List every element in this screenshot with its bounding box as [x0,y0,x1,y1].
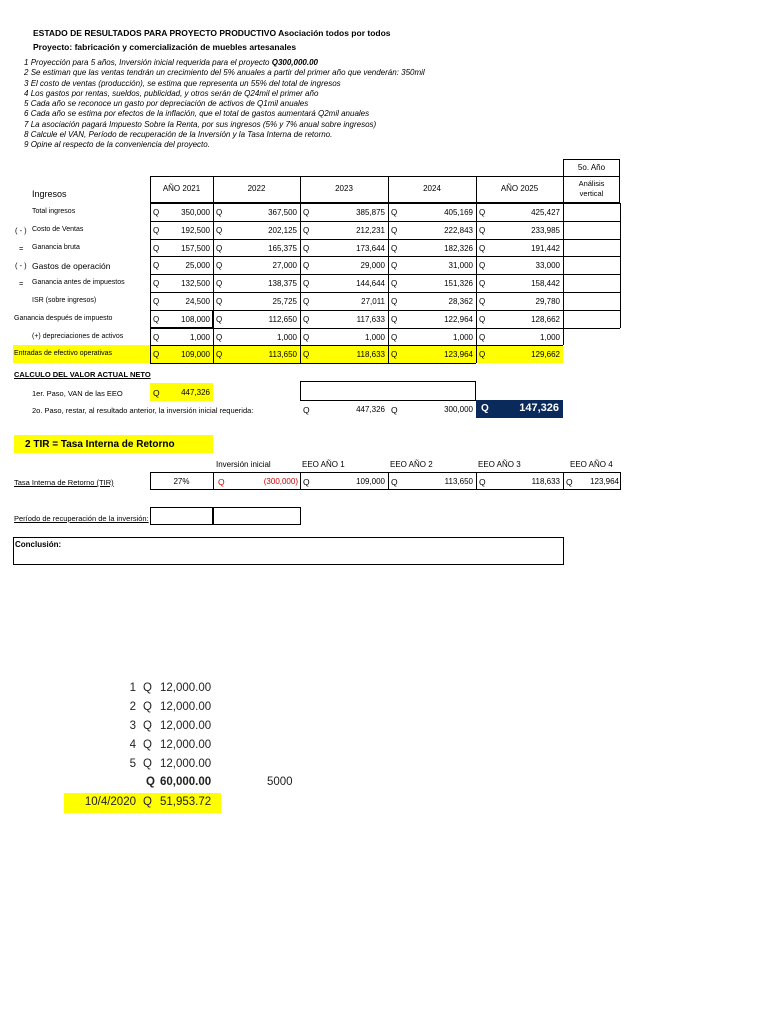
lower-date-currency: Q [143,796,152,808]
cell-value: 157,500 [181,243,210,253]
van-step2-investment: 300,000 [444,405,473,414]
lower-row-number: 3 [129,720,136,732]
cell-value: 165,375 [268,243,297,253]
cell-value: 108,000 [181,314,210,324]
cell-value: 1,000 [452,332,473,342]
instruction-item: 5 Cada año se reconoce un gasto por depreciación de activos de Q1mil anuales [24,99,309,109]
cell-value: 1,000 [189,332,210,342]
row-label: Ganancia antes de impuestos [32,279,125,287]
cell-value: 138,375 [268,279,297,289]
cell-value: 1,000 [539,332,560,342]
cell-value: 129,662 [531,350,560,360]
cell-value: 385,875 [356,208,385,217]
cell-value: 202,125 [268,225,297,235]
cell-value: 27,011 [361,297,385,306]
row-label: Costo de Ventas [32,225,84,233]
van-step1-value: 447,326 [181,388,210,397]
cell-value: 192,500 [181,225,210,235]
cell-value: 132,500 [181,279,210,289]
lower-date-amount: 51,953.72 [160,796,212,808]
instruction-item: 4 Los gastos por rentas, sueldos, publicidad, y otros serán de Q24mil el primer año [24,88,319,98]
cell-value: 24,500 [185,297,210,306]
cell-value: 151,326 [444,279,473,289]
cell-value: 1,000 [364,332,385,342]
lower-row-number: 5 [129,758,136,770]
payback-cell-2[interactable] [213,507,301,525]
instruction-item: 3 El costo de ventas (producción), se estima que representa un 55% del total de ingresos [24,78,341,88]
instruction-item: 8 Calcule el VAN, Período de recuperación de la Inversión y la Tasa Interna de retorno. [24,130,333,140]
tir-col-4: EEO AÑO 4 [570,460,613,469]
lower-row-amount: 12,000.00 [160,701,212,713]
document-title: ESTADO DE RESULTADOS PARA PROYECTO PRODUCTIVO Asociación todos por todos [33,28,391,38]
cell-value: 212,231 [356,225,385,235]
cell-value: 182,326 [444,243,473,253]
lower-row-amount: 12,000.00 [160,720,212,732]
cell-value: 33,000 [535,261,560,271]
cell-value: 350,000 [181,208,210,217]
tir-rate: 27% [173,477,190,486]
lower-row-number: 1 [129,682,136,694]
conclusion-label: Conclusión: [15,540,62,549]
van-step1-currency: Q [153,388,160,398]
lower-side-value: 5000 [267,776,293,788]
vertical-analysis-label: Análisis vertical [578,179,605,198]
tir-value-2: 113,650 [444,477,473,486]
cell-value: 113,650 [268,350,297,360]
conclusion-box[interactable] [13,537,564,565]
cell-value: 405,169 [444,208,473,217]
cell-value: 128,662 [531,314,560,324]
lower-total: 60,000.00 [160,776,212,788]
cell-value: 191,442 [531,243,560,253]
cell-value: 25,725 [272,297,297,306]
lower-date: 10/4/2020 [84,796,136,808]
tir-col-0: Inversión inicial [216,460,271,469]
van-result-value: 147,326 [519,402,559,414]
cell-value: 25,000 [185,261,210,271]
cell-value: 27,000 [272,261,297,271]
instruction-item: 7 La asociación pagará Impuesto Sobre la Renta, por sus ingresos (5% y 7% anual sobre ingresos) [24,119,377,129]
cell-value: 118,633 [356,350,385,360]
row-label: Total ingresos [32,208,76,215]
cell-value: 29,780 [535,297,560,306]
cell-value: 173,644 [356,243,385,253]
project-subtitle: Proyecto: fabricación y comercialización de muebles artesanales [33,42,297,52]
tir-col-3: EEO AÑO 3 [478,460,521,469]
row-label: (+) depreciaciones de activos [32,332,124,340]
cell-value: 1,000 [276,332,297,342]
cell-value: 112,650 [268,314,297,324]
tir-value-0: (300,000) [263,477,298,486]
year-header-3: 2024 [423,184,441,193]
fifth-year-label: 5o. Año [577,163,606,172]
tir-col-1: EEO AÑO 1 [302,460,345,469]
ingresos-label: Ingresos [32,189,67,199]
cell-value: 222,843 [444,225,473,235]
row-label: ISR (sobre ingresos) [32,297,97,304]
cell-value: 123,964 [444,350,473,360]
lower-row-amount: 12,000.00 [160,758,212,770]
row-label: Gastos de operación [32,261,111,272]
tir-value-3: 118,633 [531,477,560,486]
lower-total-currency: Q [146,776,155,788]
row-label: Ganancia bruta [32,243,80,251]
cell-value: 117,633 [356,314,385,324]
lower-row-amount: 12,000.00 [160,739,212,751]
tir-label: Tasa Interna de Retorno (TIR) [14,478,114,487]
van-step2-label: 2o. Paso, restar, al resultado anterior, la inversión inicial requerida: [32,406,254,415]
van-empty-box [300,381,476,401]
year-header-0: AÑO 2021 [162,184,201,193]
cell-value: 367,500 [268,208,297,217]
tir-value-4: 123,964 [590,477,619,486]
instruction-item: 6 Cada año se estima por efectos de la inflación, que el total de gastos aumentará Q2mil anuales [24,109,370,119]
van-step1-label: 1er. Paso, VAN de las EEO [32,389,123,398]
tir-heading: 2 TIR = Tasa Interna de Retorno [25,439,175,450]
cell-value: 28,362 [448,297,473,306]
instructions-list [24,58,425,151]
row-label: Entradas de efectivo operativas [14,350,113,358]
year-header-4: AÑO 2025 [500,184,539,193]
year-header-2: 2023 [335,184,353,193]
van-step2-pv: 447,326 [356,405,385,414]
payback-cell-1[interactable] [150,507,213,525]
payback-label: Período de recuperación de la inversión: [14,514,149,523]
row-label: Ganancia después de impuesto [14,314,113,322]
cell-value: 29,000 [360,261,385,271]
instruction-item: 1 Proyección para 5 años, Inversión inicial requerida para el proyecto Q300,000.00 [24,58,318,67]
instruction-item: 9 Opine al respecto de la conveniencia del proyecto. [24,140,210,150]
cell-value: 144,644 [356,279,385,289]
lower-row-number: 4 [129,739,136,751]
cell-value: 233,985 [531,225,560,235]
year-header-1: 2022 [247,184,266,193]
tir-col-2: EEO AÑO 2 [390,460,433,469]
cell-value: 158,442 [531,279,560,289]
instruction-item: 2 Se estiman que las ventas tendrán un crecimiento del 5% anuales a partir del primer año que venderán: 350mil [24,68,425,78]
lower-row-number: 2 [129,701,136,713]
cell-value: 31,000 [448,261,473,271]
cell-value: 109,000 [181,350,210,360]
tir-value-1: 109,000 [356,477,385,486]
van-heading: CALCULO DEL VALOR ACTUAL NETO [14,370,151,379]
lower-row-amount: 12,000.00 [160,682,212,694]
cell-value: 122,964 [444,314,473,324]
cell-value: 425,427 [531,208,560,217]
